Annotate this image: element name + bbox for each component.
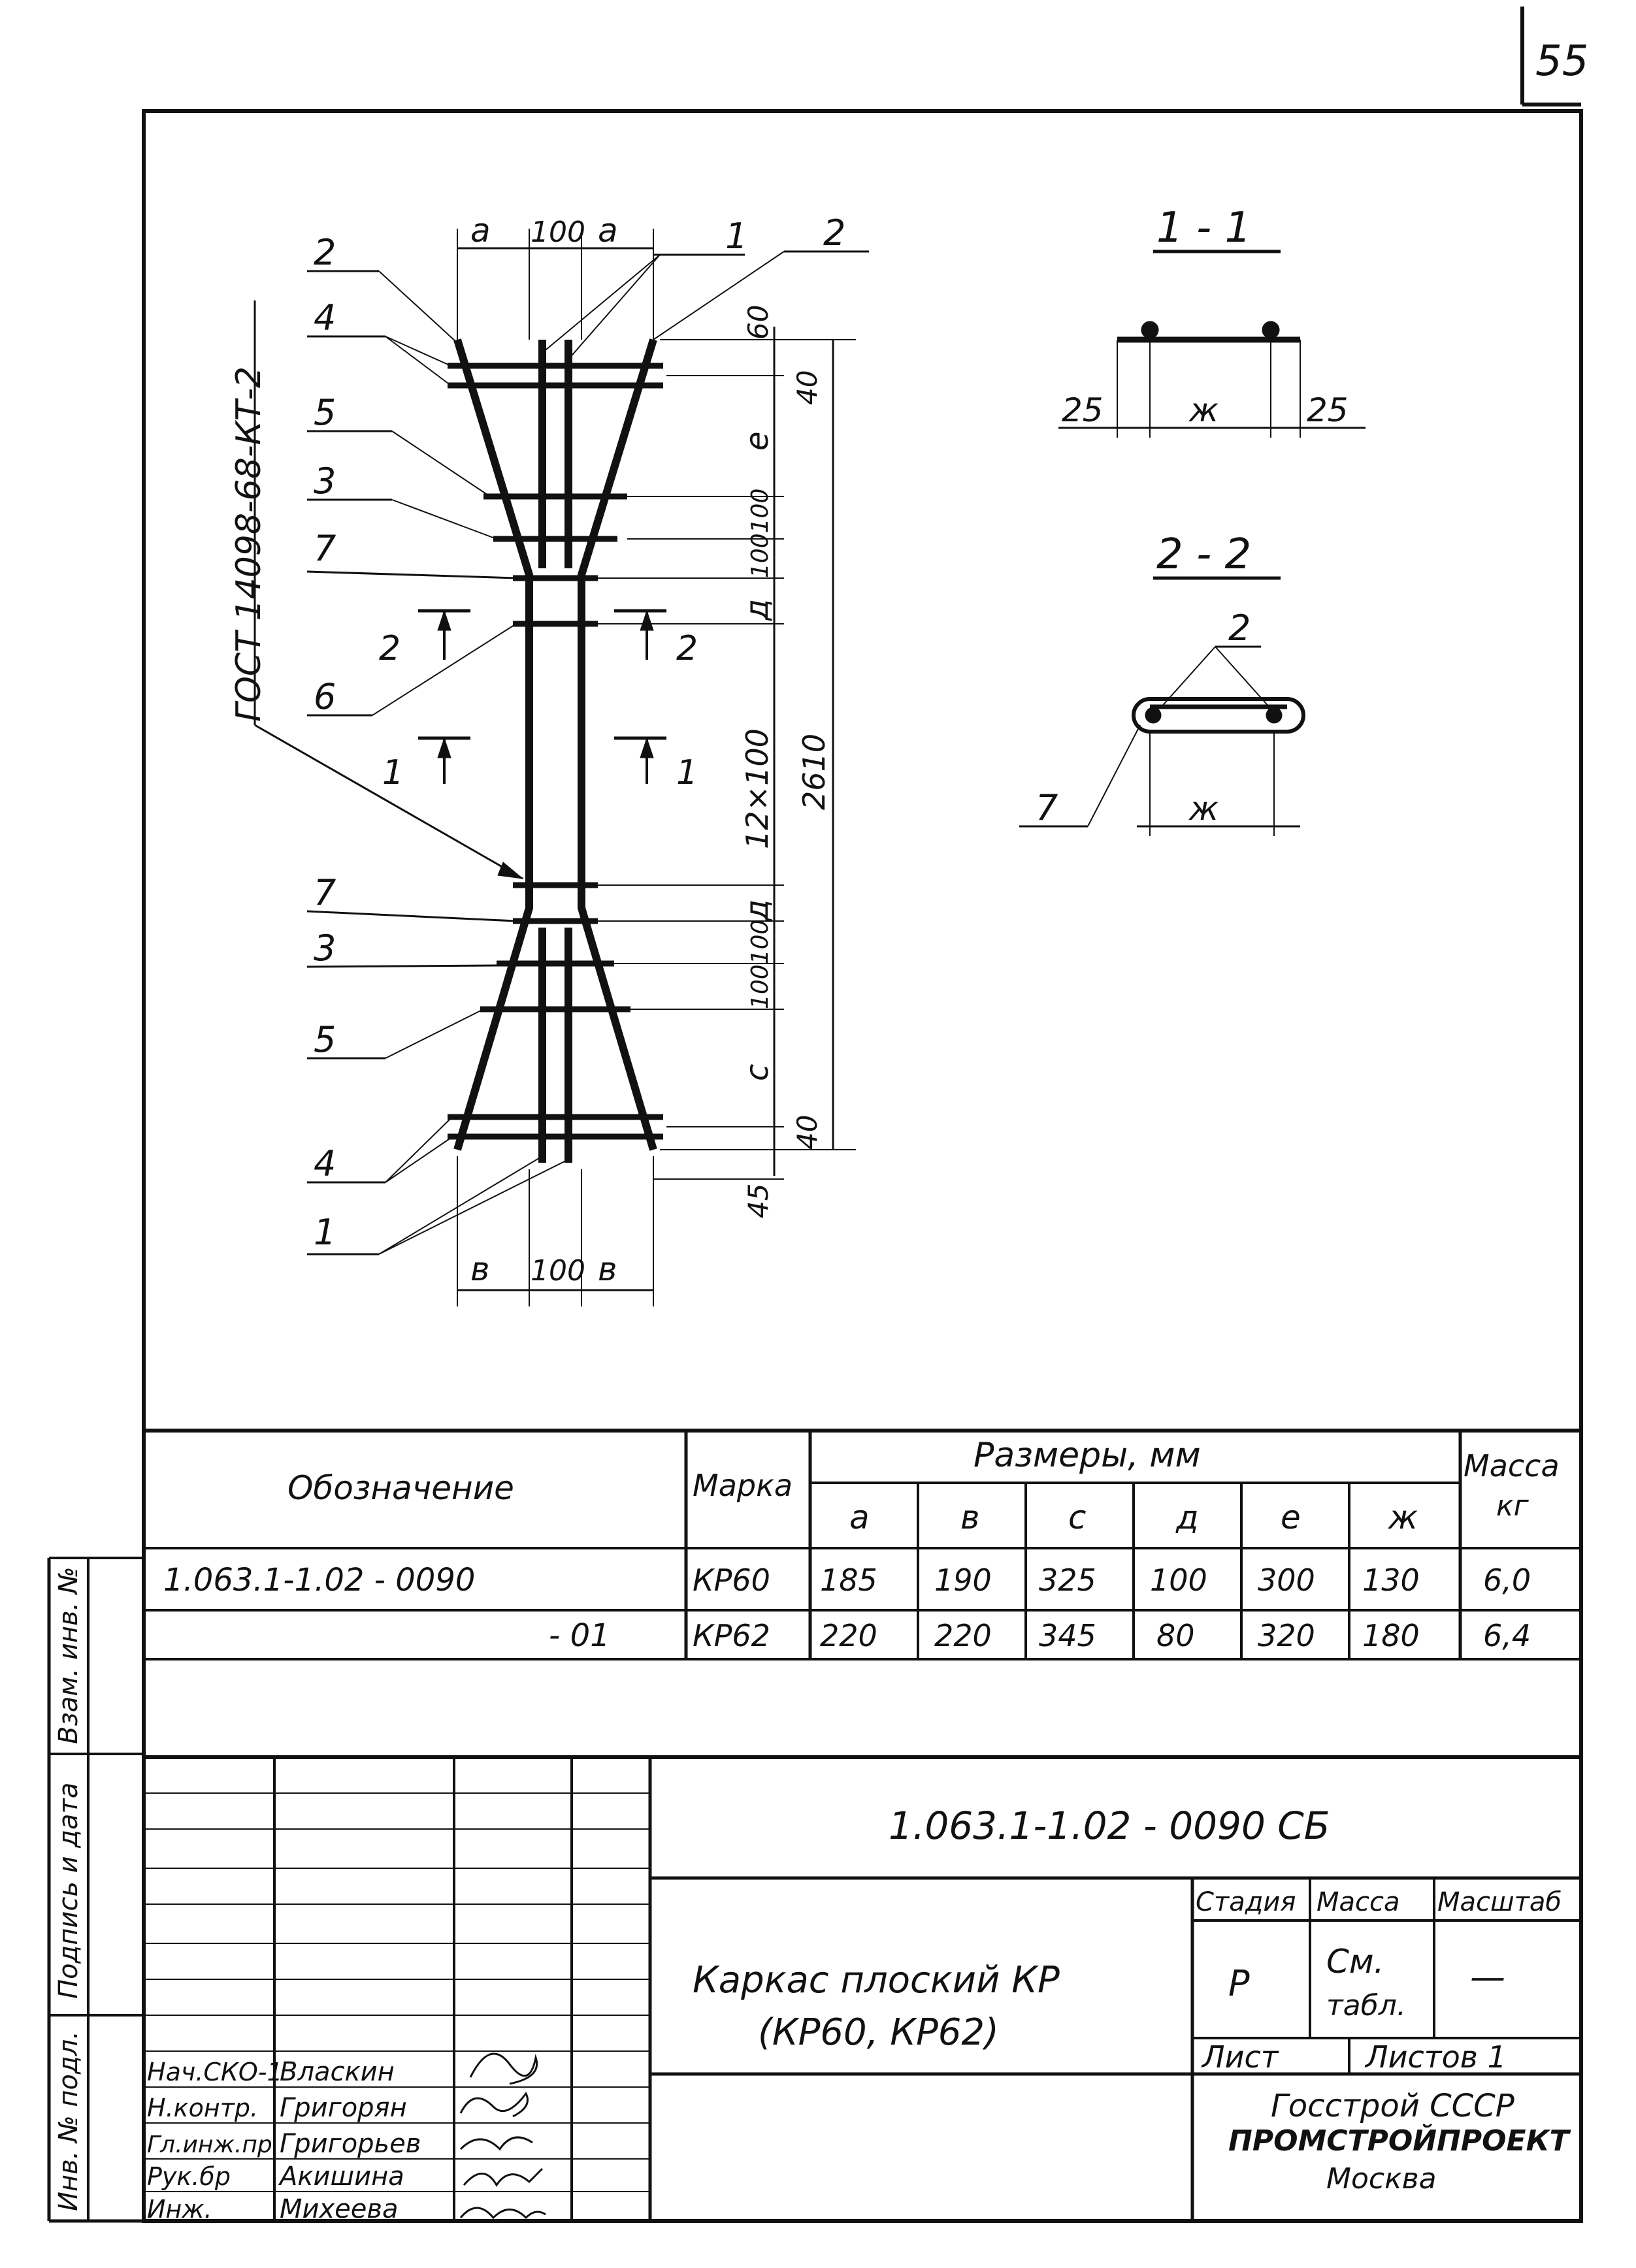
row1-d: 100 <box>1150 1563 1207 1598</box>
section-mark-1-left: 1 <box>382 753 404 792</box>
callout-7-top: 7 <box>314 528 336 569</box>
dim-b-left: в <box>470 1250 490 1288</box>
name-5: Михеева <box>280 2194 399 2224</box>
signature-4 <box>464 2169 542 2185</box>
dim-100-top: 100 <box>531 216 585 249</box>
page-number-box <box>1522 7 1588 105</box>
row2-mark: КР62 <box>693 1618 770 1653</box>
sec11-dim-25-right: 25 <box>1307 391 1349 429</box>
row2-mass: 6,4 <box>1483 1618 1531 1653</box>
role-5: Инж. <box>147 2195 212 2224</box>
dim-40-top: 40 <box>791 370 823 405</box>
title-name-1: Каркас плоский КР <box>693 1959 1060 2001</box>
sheets-label: Листов 1 <box>1366 2039 1507 2075</box>
frame-drawing <box>229 212 869 1306</box>
col-mass: Масса <box>1464 1448 1560 1483</box>
callout-3-top: 3 <box>314 461 336 502</box>
row1-c: 325 <box>1039 1563 1096 1598</box>
callout-7-bottom: 7 <box>314 872 336 913</box>
row2-zh: 180 <box>1362 1618 1420 1653</box>
row2-designation: - 01 <box>549 1617 610 1654</box>
dim-40-bottom: 40 <box>791 1114 823 1150</box>
col-sizes: Размеры, мм <box>973 1436 1201 1475</box>
size-col-a: a <box>849 1498 870 1536</box>
role-1: Нач.СКО-1 <box>147 2058 283 2086</box>
title-block <box>144 1757 1581 2224</box>
stage-value: Р <box>1228 1963 1250 2004</box>
section-1-1 <box>1058 204 1366 438</box>
row2-b: 220 <box>934 1618 992 1653</box>
dim-100100-bottom: 100100 <box>747 919 774 1009</box>
gost-label: ГОСТ 14098-68-КТ-2 <box>229 366 269 722</box>
section-mark-1-right: 1 <box>676 753 698 792</box>
col-designation: Обозначение <box>287 1469 514 1507</box>
sheet-label: Лист <box>1202 2039 1279 2075</box>
mass-label: Масса <box>1317 1887 1400 1917</box>
section-1-1-title: 1 - 1 <box>1156 204 1252 252</box>
scale-value: — <box>1470 1956 1505 1998</box>
sec22-dim-zh: ж <box>1189 790 1219 828</box>
row2-e: 320 <box>1258 1618 1315 1653</box>
size-col-c: c <box>1068 1498 1087 1536</box>
dim-45: 45 <box>742 1183 774 1218</box>
size-col-b: в <box>960 1498 980 1536</box>
callout-5-bottom: 5 <box>314 1019 336 1060</box>
col-mark: Марка <box>693 1468 793 1503</box>
signature-1 <box>470 2054 537 2084</box>
callout-1-top: 1 <box>725 216 748 257</box>
stamp-sign-date: Подпись и дата <box>54 1782 84 1999</box>
dim-d-top: д <box>739 598 776 621</box>
name-4: Акишина <box>280 2162 404 2192</box>
row2-a: 220 <box>820 1618 877 1653</box>
callout-3-bottom: 3 <box>314 928 336 969</box>
dim-100-bottom: 100 <box>531 1254 585 1288</box>
mass-value-2: табл. <box>1326 1989 1406 2022</box>
dim-100100-top: 100100 <box>747 488 774 578</box>
section-2-2-title: 2 - 2 <box>1156 530 1252 579</box>
stamp-inv-orig: Инв. № подл. <box>54 2031 84 2211</box>
spec-table <box>144 1431 1581 1757</box>
dim-e: e <box>739 431 776 451</box>
size-col-zh: ж <box>1388 1498 1418 1536</box>
sec22-callout-7: 7 <box>1036 787 1058 828</box>
row1-b: 190 <box>934 1563 992 1598</box>
title-name-2: (КР60, КР62) <box>758 2011 999 2054</box>
dim-c: c <box>739 1063 776 1081</box>
row1-mass: 6,0 <box>1483 1563 1531 1598</box>
name-3: Григорьев <box>280 2129 421 2159</box>
section-2-2 <box>1019 530 1303 836</box>
role-4: Рук.бр <box>147 2162 231 2191</box>
col-mass-unit: кг <box>1496 1489 1529 1523</box>
org-line-3: Москва <box>1326 2162 1437 2195</box>
row1-a: 185 <box>820 1563 877 1598</box>
dim-2610: 2610 <box>796 733 832 810</box>
dim-60: 60 <box>742 304 774 340</box>
dim-d-bottom: д <box>739 899 776 921</box>
row1-zh: 130 <box>1362 1563 1420 1598</box>
row1-designation: 1.063.1-1.02 - 0090 <box>163 1562 476 1598</box>
name-1: Власкин <box>280 2057 395 2087</box>
dim-12x100: 12×100 <box>740 728 775 849</box>
role-3: Гл.инж.пр <box>147 2131 272 2158</box>
page-number: 55 <box>1535 37 1589 86</box>
sec11-dim-zh: ж <box>1189 391 1219 429</box>
sec22-callout-2: 2 <box>1228 608 1251 649</box>
signature-3 <box>461 2137 532 2149</box>
callout-6: 6 <box>314 676 336 717</box>
callout-2: 2 <box>314 232 336 273</box>
stamp-replaced-inv: Взам. инв. № <box>54 1566 84 1744</box>
row1-e: 300 <box>1258 1563 1315 1598</box>
stage-label: Стадия <box>1196 1887 1296 1917</box>
callout-2-top: 2 <box>823 212 846 253</box>
callout-4-bottom: 4 <box>314 1143 336 1184</box>
drawing-code: 1.063.1-1.02 - 0090 СБ <box>889 1804 1330 1848</box>
size-col-d: д <box>1176 1498 1199 1536</box>
callout-5-top: 5 <box>314 392 336 433</box>
section-mark-2-left: 2 <box>379 629 401 668</box>
mass-value-1: См. <box>1326 1943 1384 1981</box>
dim-b-right: в <box>598 1250 617 1288</box>
row1-mark: КР60 <box>693 1563 770 1598</box>
scale-label: Масштаб <box>1437 1887 1562 1917</box>
signature-5 <box>461 2208 546 2218</box>
row2-c: 345 <box>1039 1618 1096 1653</box>
sec11-dim-25-left: 25 <box>1062 391 1104 429</box>
size-col-e: e <box>1281 1498 1301 1536</box>
callout-1-bottom: 1 <box>314 1212 336 1253</box>
org-line-2: ПРОМСТРОЙПРОЕКТ <box>1228 2124 1569 2158</box>
section-mark-2-right: 2 <box>676 629 698 668</box>
callout-4-top: 4 <box>314 297 336 338</box>
dim-a-right: a <box>598 212 618 250</box>
side-stamp <box>49 1558 144 2221</box>
name-2: Григорян <box>280 2093 407 2123</box>
row2-d: 80 <box>1156 1618 1195 1653</box>
signature-2 <box>461 2094 528 2116</box>
org-line-1: Госстрой СССР <box>1271 2088 1514 2124</box>
role-2: Н.контр. <box>147 2094 259 2122</box>
dim-a-left: a <box>470 212 491 250</box>
